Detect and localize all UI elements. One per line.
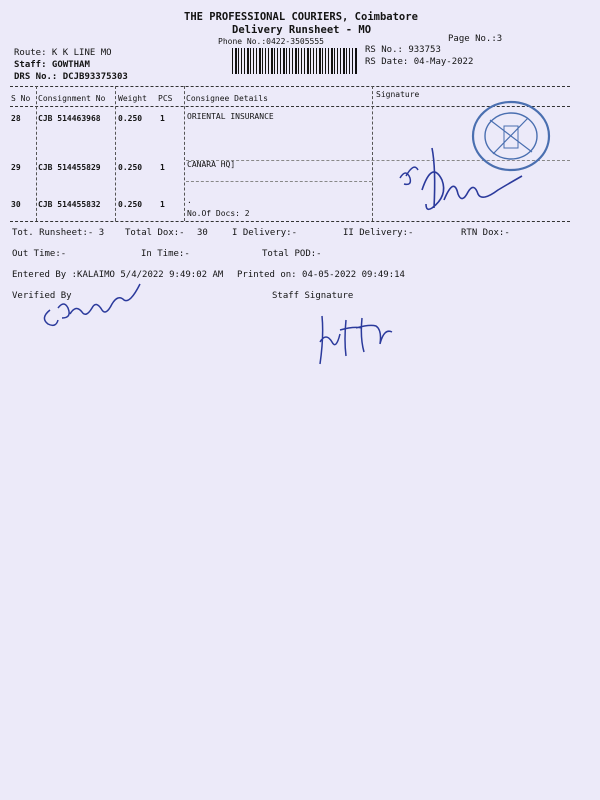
verified-by-label: Verified By: [12, 291, 72, 301]
doc-count: No.Of Docs: 2: [187, 209, 250, 218]
table-row-consignment: CJB 514455829: [38, 163, 101, 172]
staff-signature-label: Staff Signature: [272, 291, 354, 301]
staff: Staff: GOWTHAM: [14, 60, 90, 70]
column-divider: [115, 86, 116, 221]
table-row-sno: 29: [11, 163, 21, 172]
column-header-pcs: PCS: [158, 94, 173, 103]
document-title: Delivery Runsheet - MO: [232, 24, 372, 36]
total-dox-value: 30: [197, 228, 208, 238]
barcode: [232, 48, 358, 74]
table-top-rule: [10, 86, 570, 87]
table-row-pcs: 1: [160, 114, 165, 123]
column-header-consignment: Consignment No: [38, 94, 106, 103]
total-runsheet: Tot. Runsheet:- 3: [12, 228, 105, 238]
drs-number: DRS No.: DCJB93375303: [14, 72, 128, 82]
ii-delivery: II Delivery:-: [343, 228, 414, 238]
table-row-weight: 0.250: [118, 200, 143, 209]
row-separator: [186, 181, 372, 182]
total-pod: Total POD:-: [262, 249, 322, 259]
verified-by-signature-icon: [36, 280, 156, 340]
table-row-consignee: ORIENTAL INSURANCE: [187, 112, 274, 121]
column-divider: [36, 86, 37, 221]
column-header-signature: Signature: [376, 90, 420, 99]
staff-signature-icon: [310, 296, 420, 366]
table-row-consignment: CJB 514463968: [38, 114, 101, 123]
column-header-sno: S No: [11, 94, 31, 103]
i-delivery: I Delivery:-: [232, 228, 298, 238]
rtn-dox: RTN Dox:-: [461, 228, 510, 238]
table-row-pcs: 1: [160, 163, 165, 172]
table-row-pcs: 1: [160, 200, 165, 209]
column-header-weight: Weight: [118, 94, 147, 103]
company-name: THE PROFESSIONAL COURIERS, Coimbatore: [184, 11, 418, 23]
total-dox-label: Total Dox:-: [125, 228, 185, 238]
column-header-consignee: Consignee Details: [186, 94, 268, 103]
phone-number: Phone No.:0422-3505555: [218, 37, 324, 46]
table-row-consignee: .: [187, 196, 192, 205]
column-divider: [184, 86, 185, 221]
rs-date: RS Date: 04-May-2022: [365, 57, 474, 67]
page-number: Page No.:3: [448, 34, 503, 44]
out-time: Out Time:-: [12, 249, 67, 259]
table-row-consignee: CANARA HQ]: [187, 160, 236, 169]
table-row-sno: 28: [11, 114, 21, 123]
delivery-signature-icon: [392, 140, 532, 230]
table-row-sno: 30: [11, 200, 21, 209]
table-row-consignment: CJB 514455832: [38, 200, 101, 209]
printed-on: Printed on: 04-05-2022 09:49:14: [237, 270, 405, 280]
table-row-weight: 0.250: [118, 163, 143, 172]
route: Route: K K LINE MO: [14, 48, 112, 58]
entered-by: Entered By :KALAIMO 5/4/2022 9:49:02 AM: [12, 270, 224, 280]
in-time: In Time:-: [141, 249, 190, 259]
table-row-weight: 0.250: [118, 114, 143, 123]
rs-number: RS No.: 933753: [365, 45, 441, 55]
column-divider: [372, 86, 373, 221]
